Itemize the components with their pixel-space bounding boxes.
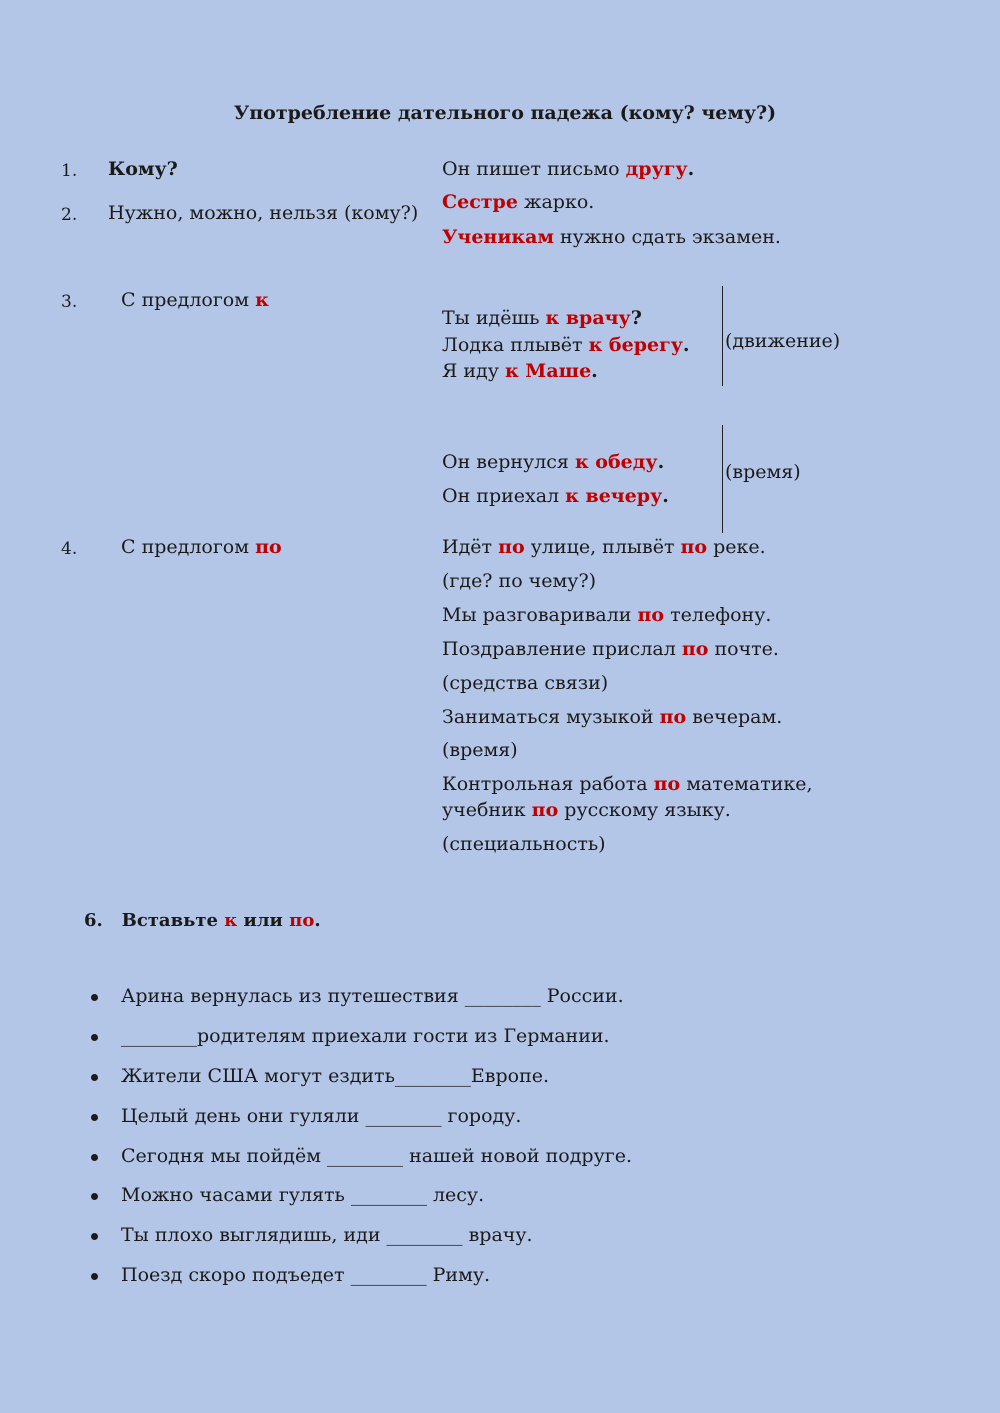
group-divider [722, 425, 723, 533]
rule-number: 4. [61, 539, 78, 559]
rule-label: Нужно, можно, нельзя (кому?) [108, 202, 419, 224]
exercise-item: Целый день они гуляли ________ городу. [121, 1105, 522, 1127]
bullet-icon [91, 1154, 98, 1161]
usage-note: (время) [442, 739, 518, 761]
example-sentence: Идёт по улице, плывёт по реке. [442, 536, 766, 558]
usage-note: (средства связи) [442, 672, 609, 694]
example-sentence: Я иду к Маше. [442, 360, 598, 382]
rule-number: 1. [61, 161, 78, 181]
rule-number: 3. [61, 292, 78, 312]
example-sentence: Он приехал к вечеру. [442, 485, 669, 507]
rule-label: С предлогом к [121, 289, 269, 311]
example-sentence: Мы разговаривали по телефону. [442, 604, 772, 626]
example-sentence: Контрольная работа по математике, [442, 773, 813, 795]
example-sentence: Он пишет письмо другу. [442, 158, 695, 180]
exercise-heading: 6. Вставьте к или по. [84, 910, 321, 931]
bullet-icon [91, 1233, 98, 1240]
example-sentence: Поздравление прислал по почте. [442, 638, 779, 660]
bullet-icon [91, 1193, 98, 1200]
exercise-item: Можно часами гулять ________ лесу. [121, 1184, 485, 1206]
example-sentence: Заниматься музыкой по вечерам. [442, 706, 783, 728]
usage-note: (время) [725, 461, 801, 483]
exercise-item: Жители США могут ездить________Европе. [121, 1065, 550, 1087]
page-title: Употребление дательного падежа (кому? чему?) [233, 102, 777, 124]
bullet-icon [91, 1273, 98, 1280]
exercise-item: Поезд скоро подъедет ________ Риму. [121, 1264, 491, 1286]
usage-note: (специальность) [442, 833, 606, 855]
rule-label: Кому? [108, 158, 178, 180]
example-sentence: Ученикам нужно сдать экзамен. [442, 226, 781, 248]
bullet-icon [91, 1034, 98, 1041]
rule-label: С предлогом по [121, 536, 282, 558]
example-sentence: Сестре жарко. [442, 191, 595, 213]
example-sentence: Лодка плывёт к берегу. [442, 334, 690, 356]
example-sentence: учебник по русскому языку. [442, 799, 731, 821]
example-sentence: Он вернулся к обеду. [442, 451, 665, 473]
bullet-icon [91, 994, 98, 1001]
bullet-icon [91, 1074, 98, 1081]
example-sentence: Ты идёшь к врачу? [442, 307, 642, 329]
exercise-item: Сегодня мы пойдём ________ нашей новой подруге. [121, 1145, 632, 1167]
group-divider [722, 286, 723, 386]
usage-note: (движение) [725, 330, 841, 352]
bullet-icon [91, 1114, 98, 1121]
exercise-item: Арина вернулась из путешествия ________ России. [121, 985, 624, 1007]
usage-note: (где? по чему?) [442, 570, 597, 592]
exercise-item: Ты плохо выглядишь, иди ________ врачу. [121, 1224, 533, 1246]
rule-number: 2. [61, 205, 78, 225]
exercise-item: ________родителям приехали гости из Германии. [121, 1025, 610, 1047]
